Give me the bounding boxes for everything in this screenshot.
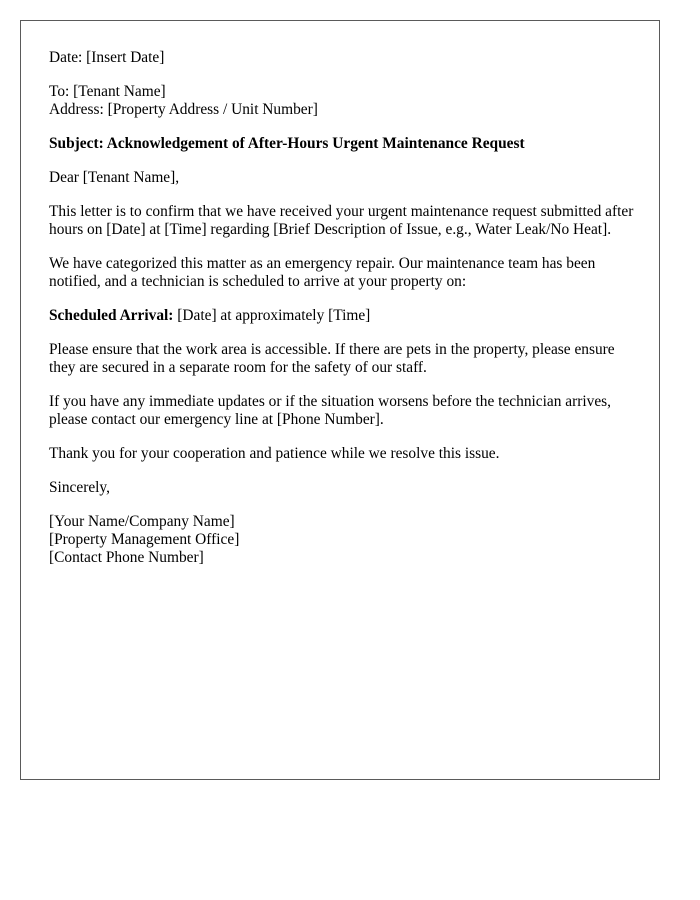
scheduled-arrival <box>49 307 639 325</box>
closing: Sincerely, <box>49 479 110 496</box>
signature-name: [Your Name/Company Name] <box>49 513 235 530</box>
salutation: Dear [Tenant Name], <box>49 169 180 186</box>
signature-phone: [Contact Phone Number] <box>49 549 204 566</box>
scheduled-arrival-value: [Date] at approximately [Time] <box>173 307 371 324</box>
letter-page <box>20 20 660 780</box>
scheduled-arrival-label: Scheduled Arrival: <box>49 307 174 324</box>
paragraph-contact: If you have any immediate updates or if the situation worsens before the technician arrives, please contact our emergency line at [Phone Number]. <box>49 393 611 428</box>
recipient-address: Address: [Property Address / Unit Number] <box>49 101 318 118</box>
recipient-block <box>49 83 639 119</box>
letter-body <box>49 49 639 583</box>
paragraph-categorization: We have categorized this matter as an emergency repair. Our maintenance team has been notified, and a technician is scheduled to arrive at your property on: <box>49 255 596 290</box>
paragraph-confirmation: This letter is to confirm that we have received your urgent maintenance request submitted after hours on [Date] at [Time] regarding [Brief Description of Issue, e.g., Water Leak/No Heat]. <box>49 203 634 238</box>
paragraph-access: Please ensure that the work area is accessible. If there are pets in the property, please ensure they are secured in a separate room for the safety of our staff. <box>49 341 615 376</box>
signature-block <box>49 513 639 567</box>
paragraph-thanks: Thank you for your cooperation and patience while we resolve this issue. <box>49 445 500 462</box>
subject-line: Subject: Acknowledgement of After-Hours Urgent Maintenance Request <box>49 135 525 152</box>
recipient-name: To: [Tenant Name] <box>49 83 166 100</box>
date-line: Date: [Insert Date] <box>49 49 165 66</box>
signature-office: [Property Management Office] <box>49 531 240 548</box>
